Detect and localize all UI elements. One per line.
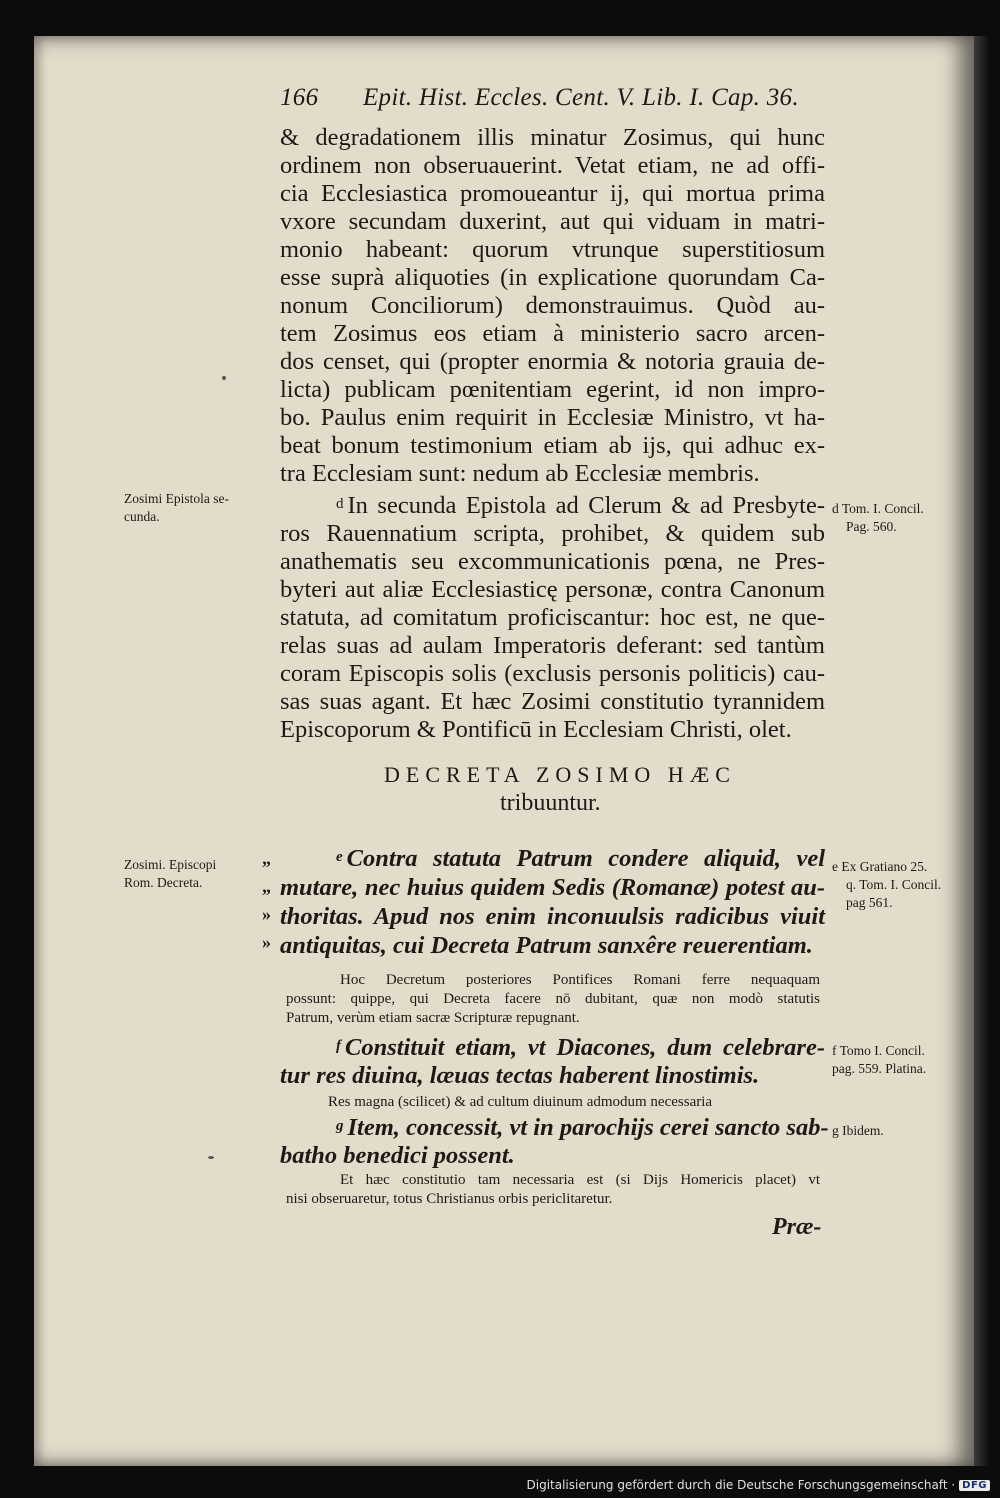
decree-e-comment: Hoc Decretum posteriores Pontifices Romani ferre nequaquam bbox=[340, 972, 820, 988]
decree-g-comment: Et hæc constitutio tam necessaria est (si Dijs Homericis placet) vt bbox=[340, 1172, 820, 1188]
margin-note-line: Pag. 560. bbox=[846, 519, 897, 534]
margin-note-line: Zosimi Epistola se- bbox=[124, 491, 229, 506]
section-d-line: Episcoporum & Pontificū in Ecclesiam Christi, olet. bbox=[280, 716, 792, 743]
body-line: dos censet, qui (propter enormia & notoria grauia de- bbox=[280, 348, 825, 375]
body-line: beat bonum testimonium etiam ab ijs, qui adhuc ex- bbox=[280, 432, 825, 459]
decree-e-line: $^e$ Contra statuta Patrum condere aliquid, vel bbox=[336, 845, 825, 872]
margin-note-right bbox=[832, 500, 924, 536]
quote-mark: „ bbox=[262, 876, 271, 896]
decree-f-line: $^f$ Constituit etiam, vt Diacones, dum celebrare- bbox=[336, 1034, 825, 1061]
margin-note-line: f Tomo I. Concil. bbox=[832, 1043, 925, 1058]
body-line: cia Ecclesiastica promoueantur ij, qui mortua prima bbox=[280, 180, 825, 207]
section-d-line: anathematis seu excommunicationis pœna, ne Pres- bbox=[280, 548, 825, 575]
body-line: vxore secundam duxerint, aut qui viduam in matri- bbox=[280, 208, 825, 235]
decree-g-line: $^g$ Item, concessit, vt in parochijs cerei sancto sab- bbox=[336, 1114, 829, 1141]
decree-f-line: tur res diuina, læuas tectas haberent linostimis. bbox=[280, 1062, 760, 1089]
body-line: nonum Conciliorum) demonstrauimus. Quòd au- bbox=[280, 292, 825, 319]
body-line: licta) publicam pœnitentiam egerint, id non impro- bbox=[280, 376, 825, 403]
decree-e-comment: Patrum, verùm etiam sacræ Scripturæ repugnant. bbox=[286, 1010, 580, 1026]
margin-note-right bbox=[832, 1042, 926, 1078]
decree-e-line: thoritas. Apud nos enim inconuulsis radicibus viuit bbox=[280, 903, 825, 930]
decree-f-comment: Res magna (scilicet) & ad cultum diuinum admodum necessaria bbox=[328, 1094, 713, 1110]
body-line: monio habeant: quorum vtrunque superstitiosum bbox=[280, 236, 825, 263]
body-line: esse suprà aliquoties (in explicatione quorundam Ca- bbox=[280, 264, 825, 291]
quote-mark: „ bbox=[262, 848, 271, 868]
quote-mark: » bbox=[262, 904, 271, 924]
margin-note-right bbox=[832, 1122, 884, 1140]
margin-note-line: e Ex Gratiano 25. bbox=[832, 859, 928, 874]
margin-note-left bbox=[124, 490, 229, 526]
footnote-marker: g bbox=[336, 1118, 344, 1134]
paper-speck bbox=[208, 1156, 214, 1159]
paper-speck bbox=[222, 376, 226, 380]
margin-note-line: cunda. bbox=[124, 509, 160, 524]
section-subheading: tribuuntur. bbox=[500, 790, 601, 816]
footnote-marker: f bbox=[336, 1038, 341, 1054]
body-line: & degradationem illis minatur Zosimus, qui hunc bbox=[280, 124, 825, 151]
section-d-line: ros Rauennatium scripta, prohibet, & quidem sub bbox=[280, 520, 825, 547]
dfg-logo-icon: DFG bbox=[959, 1480, 990, 1491]
decree-e-line: antiquitas, cui Decreta Patrum sanxêre reuerentiam. bbox=[280, 932, 813, 959]
margin-note-line: g Ibidem. bbox=[832, 1123, 884, 1138]
digitization-footer bbox=[527, 1478, 990, 1492]
running-title: Epit. Hist. Eccles. Cent. V. Lib. I. Cap. 36. bbox=[362, 84, 799, 111]
decree-g-line: batho benedici possent. bbox=[280, 1142, 515, 1169]
quote-mark: » bbox=[262, 932, 271, 952]
footer-text: Digitalisierung gefördert durch die Deutsche Forschungsgemeinschaft · bbox=[526, 1478, 956, 1492]
margin-note-line: d Tom. I. Concil. bbox=[832, 501, 924, 516]
margin-note-left bbox=[124, 856, 216, 892]
body-line: tem Zosimus eos etiam à ministerio sacro arcen- bbox=[280, 320, 825, 347]
catchword: Præ- bbox=[772, 1214, 822, 1240]
footnote-marker: e bbox=[336, 849, 343, 865]
body-line: tra Ecclesiam sunt: nedum ab Ecclesiæ membris. bbox=[280, 460, 760, 487]
decree-e-line: mutare, nec huius quidem Sedis (Romanæ) potest au- bbox=[280, 874, 825, 901]
section-d-line: coram Episcopis solis (exclusis personis politicis) cau- bbox=[280, 660, 825, 687]
section-d-line: relas suas ad aulam Imperatoris deferant: sed tantùm bbox=[280, 632, 825, 659]
page-edge bbox=[974, 36, 988, 1466]
decree-e-comment: possunt: quippe, qui Decreta facere nō dubitant, quæ non modò statutis bbox=[286, 991, 820, 1007]
margin-note-line: Rom. Decreta. bbox=[124, 875, 203, 890]
margin-note-right bbox=[832, 858, 941, 912]
body-line: ordinem non obseruauerint. Vetat etiam, ne ad offi- bbox=[280, 152, 825, 179]
margin-note-line: Zosimi. Episcopi bbox=[124, 857, 217, 872]
section-heading: DECRETA ZOSIMO HÆC bbox=[384, 762, 736, 787]
margin-note-line: q. Tom. I. Concil. bbox=[846, 877, 942, 892]
section-d-line: sas suas agant. Et hæc Zosimi constitutio tyrannidem bbox=[280, 688, 825, 715]
margin-note-line: pag 561. bbox=[846, 895, 893, 910]
footnote-marker: d bbox=[336, 496, 344, 512]
body-line: bo. Paulus enim requirit in Ecclesiæ Ministro, vt ha- bbox=[280, 404, 825, 431]
page-number: 166 bbox=[280, 84, 319, 111]
section-d-line: byteri aut aliæ Ecclesiasticę personæ, contra Canonum bbox=[280, 576, 825, 603]
section-d-line: statuta, ad comitatum proficiscantur: hoc est, ne que- bbox=[280, 604, 825, 631]
running-header bbox=[280, 84, 799, 112]
decree-g-comment: nisi obseruaretur, totus Christianus orbis periclitaretur. bbox=[286, 1191, 613, 1207]
section-d-line: $^d$ In secunda Epistola ad Clerum & ad Presbyte- bbox=[336, 492, 825, 519]
margin-note-line: pag. 559. Platina. bbox=[832, 1061, 927, 1076]
